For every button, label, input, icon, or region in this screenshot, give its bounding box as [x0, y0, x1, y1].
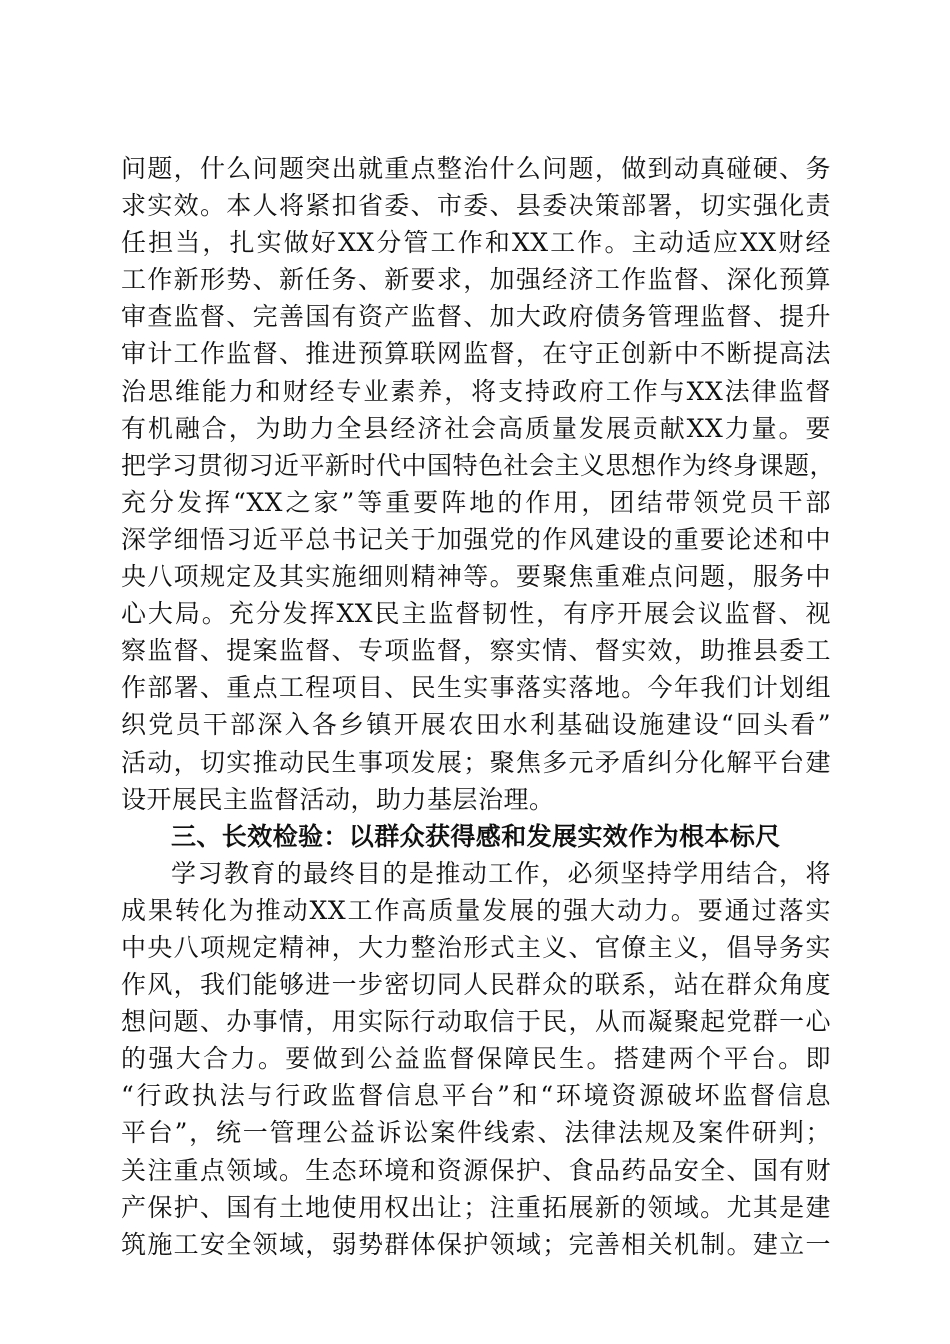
text-line: 平台”，统一管理公益诉讼案件线索、法律法规及案件研判；	[121, 1118, 831, 1148]
text-line: 作部署、重点工程项目、民生实事落实落地。今年我们计划组	[121, 673, 831, 703]
text-line: 设开展民主监督活动，助力基层治理。	[121, 784, 555, 814]
text-line: 中央八项规定精神，大力整治形式主义、官僚主义，倡导务实	[121, 932, 831, 962]
text-line: 产保护、国有土地使用权出让；注重拓展新的领域。尤其是建	[121, 1192, 831, 1222]
text-line: 心大局。充分发挥XX民主监督韧性，有序开展会议监督、视	[121, 599, 831, 629]
text-line: 有机融合，为助力全县经济社会高质量发展贡献XX力量。要	[121, 413, 831, 443]
text-line: 察监督、提案监督、专项监督，察实情、督实效，助推县委工	[121, 636, 831, 666]
text-line: 央八项规定及其实施细则精神等。要聚焦重难点问题，服务中	[121, 562, 831, 592]
section-heading: 三、长效检验：以群众获得感和发展实效作为根本标尺	[171, 821, 781, 851]
text-line: 活动，切实推动民生事项发展；聚焦多元矛盾纠分化解平台建	[121, 747, 831, 777]
text-line: 工作新形势、新任务、新要求，加强经济工作监督、深化预算	[121, 265, 831, 295]
text-line: 审计工作监督、推进预算联网监督，在守正创新中不断提高法	[121, 339, 831, 369]
text-line: 审查监督、完善国有资产监督、加大政府债务管理监督、提升	[121, 302, 831, 332]
text-line: 求实效。本人将紧扣省委、市委、县委决策部署，切实强化责	[121, 191, 831, 221]
text-line: 治思维能力和财经专业素养，将支持政府工作与XX法律监督	[121, 376, 831, 406]
text-line: 关注重点领域。生态环境和资源保护、食品药品安全、国有财	[121, 1155, 831, 1185]
text-line: 想问题、办事情，用实际行动取信于民，从而凝聚起党群一心	[121, 1007, 831, 1037]
paragraph-2	[121, 855, 831, 1263]
text-line: 作风，我们能够进一步密切同人民群众的联系，站在群众角度	[121, 970, 831, 1000]
text-line: 筑施工安全领域，弱势群体保护领域；完善相关机制。建立一	[121, 1229, 831, 1259]
text-line: 把学习贯彻习近平新时代中国特色社会主义思想作为终身课题，	[121, 450, 836, 480]
text-line: 问题，什么问题突出就重点整治什么问题，做到动真碰硬、务	[121, 154, 831, 183]
document-body	[121, 150, 836, 1263]
text-line: 织党员干部深入各乡镇开展农田水利基础设施建设“回头看”	[121, 710, 831, 740]
text-line: 的强大合力。要做到公益监督保障民生。搭建两个平台。即	[121, 1044, 831, 1074]
paragraph-1	[121, 150, 836, 818]
text-line: 任担当，扎实做好XX分管工作和XX工作。主动适应XX财经	[121, 228, 831, 258]
text-line: 深学细悟习近平总书记关于加强党的作风建设的重要论述和中	[121, 524, 831, 554]
text-line: “行政执法与行政监督信息平台”和“环境资源破坏监督信息	[121, 1081, 831, 1111]
text-line: 充分发挥“XX之家”等重要阵地的作用，团结带领党员干部	[121, 487, 831, 517]
text-line: 成果转化为推动XX工作高质量发展的强大动力。要通过落实	[121, 895, 831, 925]
text-line: 学习教育的最终目的是推动工作，必须坚持学用结合，将	[171, 858, 831, 888]
